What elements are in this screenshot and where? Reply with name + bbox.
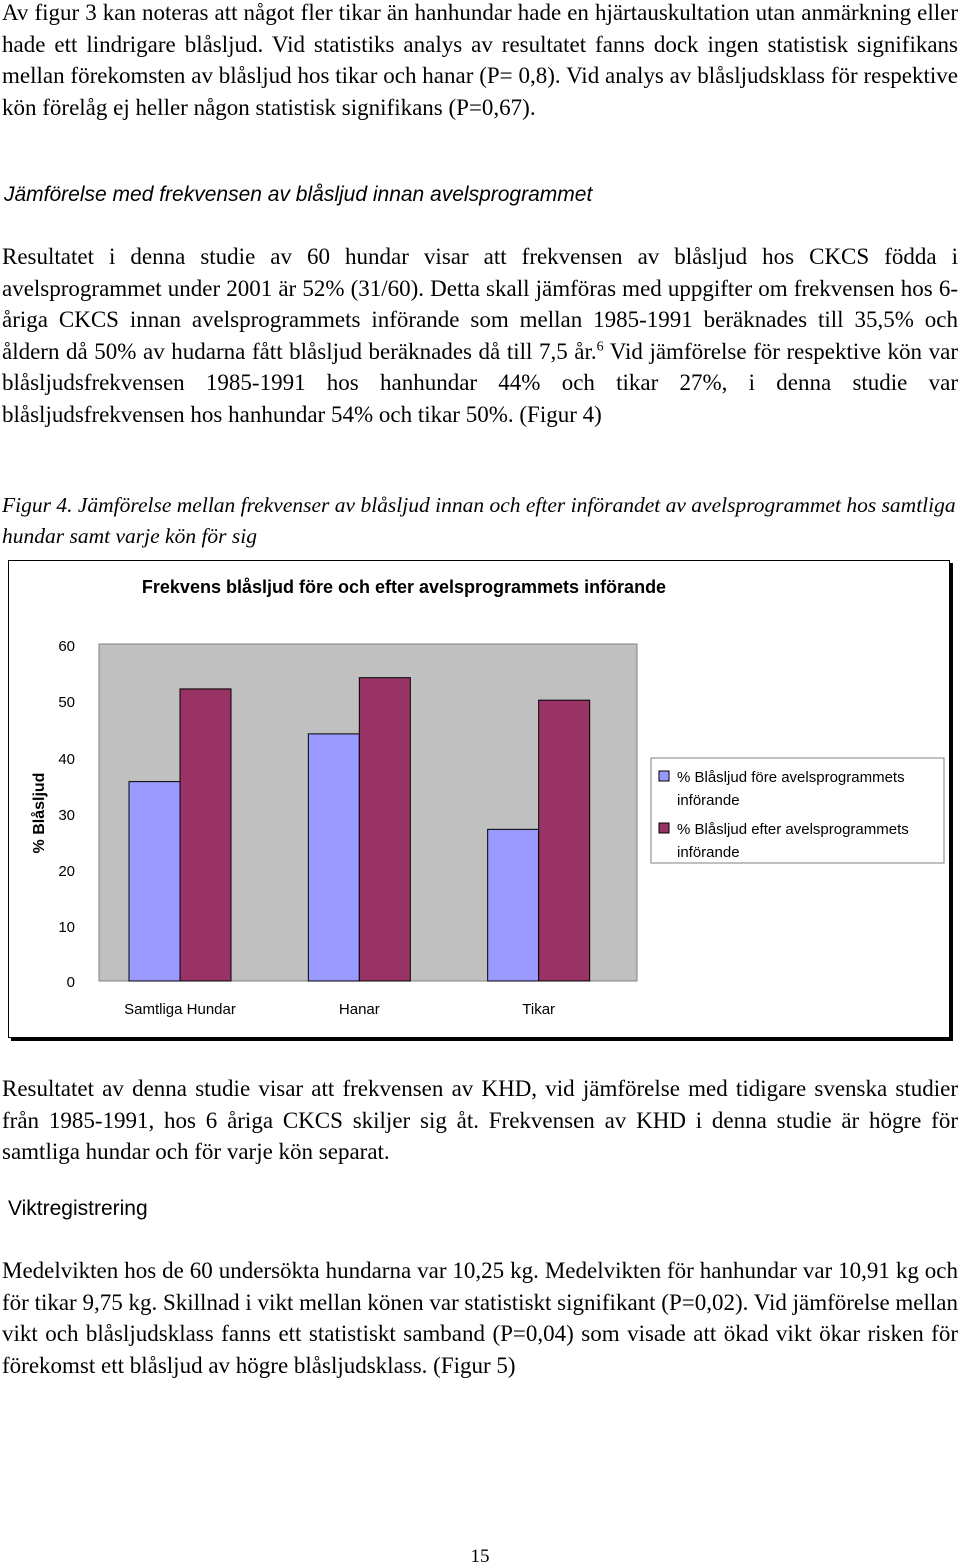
y-tick-label: 0 <box>66 974 75 991</box>
page-number: 15 <box>470 1546 490 1567</box>
bar-efter-1 <box>180 689 231 981</box>
paragraph-text-part2: Vid jämförelse för respektive kön var blåsljudsfrekvensen 1985-1991 hos hanhundar 44% och tikar 27%, i denna studie var blåsljudsfrekvensen hos hanhundar 54% och tikar 50%. (Figur 4) <box>2 338 958 427</box>
paragraph-weight-results: Medelvikten hos de 60 undersökta hundarna var 10,25 kg. Medelvikten för hanhundar var 10,91 kg och för tikar 9,75 kg. Skillnad i vikt mellan könen var statistiskt signifikant (P=0,02). Vid jämförelse mellan vikt och blåsljudsklass fanns ett statistiskt samband (P=0,04) som visade att ökad vikt ökar risken för förekomst ett blåsljud av högre blåsljudsklass. (Figur 5) <box>2 1258 958 1378</box>
bar-efter-2 <box>359 678 410 981</box>
y-tick-label: 40 <box>58 751 75 768</box>
legend-label: % Blåsljud före avelsprogrammets <box>677 769 905 786</box>
bar-fore-2 <box>308 734 359 981</box>
section-heading-weight: Viktregistrering <box>8 1197 148 1220</box>
y-tick-label: 60 <box>58 638 75 655</box>
paragraph-frequency-comparison <box>2 241 958 431</box>
x-category-label: Hanar <box>338 1001 380 1018</box>
chart-title: Frekvens blåsljud före och efter avelsprogrammets införande <box>141 577 667 597</box>
reference-superscript: 6 <box>596 339 604 355</box>
plot-layer <box>58 638 637 1018</box>
bar-chart <box>9 561 949 1037</box>
chart-legend <box>651 758 944 863</box>
bar-fore-1 <box>129 782 180 981</box>
y-tick-label: 10 <box>58 919 75 936</box>
bar-fore-3 <box>488 829 539 981</box>
x-category-label: Samtliga Hundar <box>124 1001 236 1018</box>
bar-efter-3 <box>539 700 590 981</box>
paragraph-figure3-summary: Av figur 3 kan noteras att något fler tikar än hanhundar hade en hjärtauskultation utan anmärkning eller hade ett lindrigare blåsljud. Vid statistiks analys av resultatet fanns dock ingen statistisk signifikans mellan förekomsten av blåsljud hos tikar och hanar (P= 0,8). Vid analys av blåsljudsklass för respektive kön förelåg ej heller någon statistisk signifikans (P=0,67). <box>2 0 958 120</box>
chart-y-axis-label: % Blåsljud <box>31 772 48 854</box>
x-category-label: Tikar <box>522 1001 556 1018</box>
paragraph-khd-results: Resultatet av denna studie visar att frekvensen av KHD, vid jämförelse med tidigare svenska studier från 1985-1991, hos 6 åriga CKCS skiljer sig åt. Frekvensen av KHD i denna studie är högre för samtliga hundar och för varje kön separat. <box>2 1076 958 1165</box>
legend-swatch <box>659 771 669 781</box>
paragraph-text-part1: Resultatet i denna studie av 60 hundar visar att frekvensen av blåsljud hos CKCS födda i avelsprogrammet under 2001 är 52% (31/60). Detta skall jämföras med uppgifter om frekvensen hos 6-åriga CKCS innan avelsprogrammets införande som mellan 1985-1991 beräknades till 35,5% och åldern då 50% av hudarna fått blåsljud beräknades då till 7,5 år. <box>2 244 958 364</box>
y-tick-label: 20 <box>58 863 75 880</box>
legend-label: % Blåsljud efter avelsprogrammets <box>677 821 909 838</box>
y-tick-label: 50 <box>58 694 75 711</box>
y-tick-label: 30 <box>58 807 75 824</box>
legend-swatch <box>659 823 669 833</box>
figure-caption <box>2 490 958 552</box>
figure-caption-label: Figur 4. <box>2 493 73 517</box>
chart-container <box>8 560 950 1038</box>
legend-label: införande <box>677 792 740 809</box>
figure-caption-text: Jämförelse mellan frekvenser av blåsljud innan och efter införandet av avelsprogrammet hos samtliga hundar samt varje kön för sig <box>2 493 956 548</box>
section-heading-comparison: Jämförelse med frekvensen av blåsljud innan avelsprogrammet <box>4 183 593 206</box>
legend-label: införande <box>677 844 740 861</box>
